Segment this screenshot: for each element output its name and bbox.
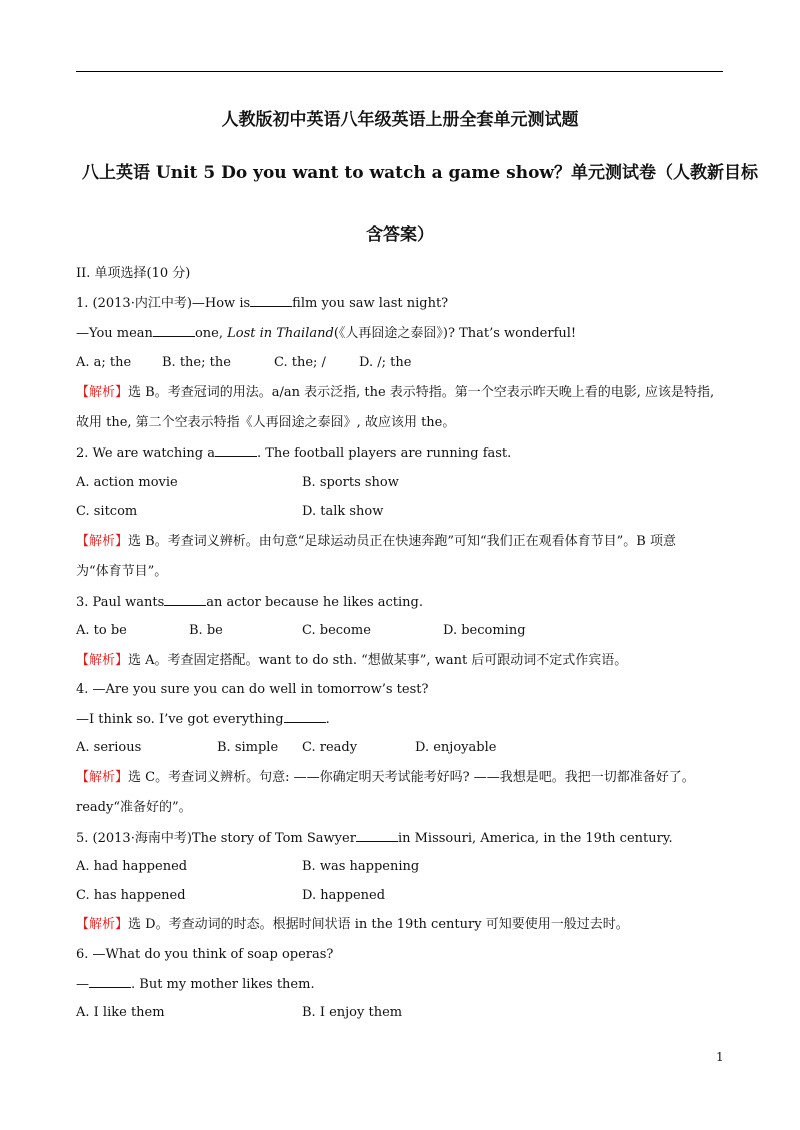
q1-option-c: C. the; / bbox=[274, 355, 326, 370]
q3-option-b: B. be bbox=[189, 623, 223, 638]
q2-analysis-line2: 为“体育节目”。 bbox=[76, 564, 168, 579]
q3-option-a: A. to be bbox=[76, 623, 127, 638]
answer-blank bbox=[250, 294, 292, 307]
q1-stem: 1. (2013·内江中考)—How is film you saw last night? bbox=[76, 296, 449, 311]
q1-analysis-line2: 故用 the, 第二个空表示特指《人再囧途之泰囧》, 故应该用 the。 bbox=[76, 415, 456, 430]
answer-blank bbox=[153, 324, 195, 337]
answer-blank bbox=[356, 829, 398, 842]
q3-option-c: C. become bbox=[302, 623, 371, 638]
q4-option-c: C. ready bbox=[302, 740, 358, 755]
q4-stem: 4. —Are you sure you can do well in tomorrow’s test? bbox=[76, 682, 429, 697]
q3-option-d: D. becoming bbox=[443, 623, 526, 638]
q5-option-b: B. was happening bbox=[302, 859, 420, 874]
q6-stem-line2: — . But my mother likes them. bbox=[76, 977, 315, 992]
analysis-tag: 【解析】 bbox=[76, 917, 129, 932]
page-number: 1 bbox=[716, 1050, 724, 1064]
q5-stem: 5. (2013·海南中考)The story of Tom Sawyer in Missouri, America, in the 19th century. bbox=[76, 831, 673, 846]
analysis-tag: 【解析】 bbox=[76, 534, 129, 549]
q3-stem: 3. Paul wants an actor because he likes acting. bbox=[76, 595, 423, 610]
top-rule bbox=[76, 71, 723, 72]
q2-analysis: 【解析】选 B。考查词义辨析。由句意“足球运动员正在快速奔跑”可知“我们正在观看体育节目”。B 项意 bbox=[76, 534, 676, 549]
answer-blank bbox=[284, 710, 326, 723]
q4-analysis-line2: ready“准备好的”。 bbox=[76, 800, 192, 815]
answer-blank bbox=[89, 975, 131, 988]
section-heading: II. 单项选择(10 分) bbox=[76, 266, 191, 281]
q4-option-b: B. simple bbox=[217, 740, 279, 755]
q4-option-d: D. enjoyable bbox=[415, 740, 497, 755]
q5-analysis: 【解析】选 D。考查动词的时态。根据时间状语 in the 19th century 可知要使用一般过去时。 bbox=[76, 917, 629, 932]
q2-stem: 2. We are watching a . The football players are running fast. bbox=[76, 446, 512, 461]
q1-stem-line2: —You mean one, Lost in Thailand(《人再囧途之泰囧》)? That’s wonderful! bbox=[76, 326, 577, 341]
document-title: 人教版初中英语八年级英语上册全套单元测试题 bbox=[221, 110, 579, 130]
answer-blank bbox=[215, 444, 257, 457]
q5-option-d: D. happened bbox=[302, 888, 386, 903]
q3-analysis: 【解析】选 A。考查固定搭配。want to do sth. “想做某事”, want 后可跟动词不定式作宾语。 bbox=[76, 653, 628, 668]
analysis-tag: 【解析】 bbox=[76, 653, 129, 668]
analysis-tag: 【解析】 bbox=[76, 385, 129, 400]
document-subtitle-line1: 八上英语 Unit 5 Do you want to watch a game show？单元测试卷（人教新目标 bbox=[82, 163, 759, 183]
q1-option-d: D. /; the bbox=[359, 355, 412, 370]
analysis-tag: 【解析】 bbox=[76, 770, 129, 785]
q6-stem: 6. —What do you think of soap operas? bbox=[76, 947, 334, 962]
q2-option-d: D. talk show bbox=[302, 504, 384, 519]
q6-option-a: A. I like them bbox=[76, 1005, 165, 1020]
q2-option-b: B. sports show bbox=[302, 475, 399, 490]
q1-analysis: 【解析】选 B。考查冠词的用法。a/an 表示泛指, the 表示特指。第一个空表示昨天晚上看的电影, 应该是特指, bbox=[76, 385, 715, 400]
q4-analysis: 【解析】选 C。考查词义辨析。句意: ——你确定明天考试能考好吗? ——我想是吧。我把一切都准备好了。 bbox=[76, 770, 695, 785]
q4-option-a: A. serious bbox=[76, 740, 142, 755]
q5-option-a: A. had happened bbox=[76, 859, 188, 874]
q5-option-c: C. has happened bbox=[76, 888, 186, 903]
q6-option-b: B. I enjoy them bbox=[302, 1005, 403, 1020]
q2-option-a: A. action movie bbox=[76, 475, 178, 490]
q2-option-c: C. sitcom bbox=[76, 504, 138, 519]
answer-blank bbox=[164, 593, 206, 606]
q1-option-a: A. a; the bbox=[76, 355, 132, 370]
document-subtitle-line2: 含答案） bbox=[366, 225, 434, 245]
q1-option-b: B. the; the bbox=[162, 355, 231, 370]
q4-stem-line2: —I think so. I’ve got everything . bbox=[76, 712, 330, 727]
